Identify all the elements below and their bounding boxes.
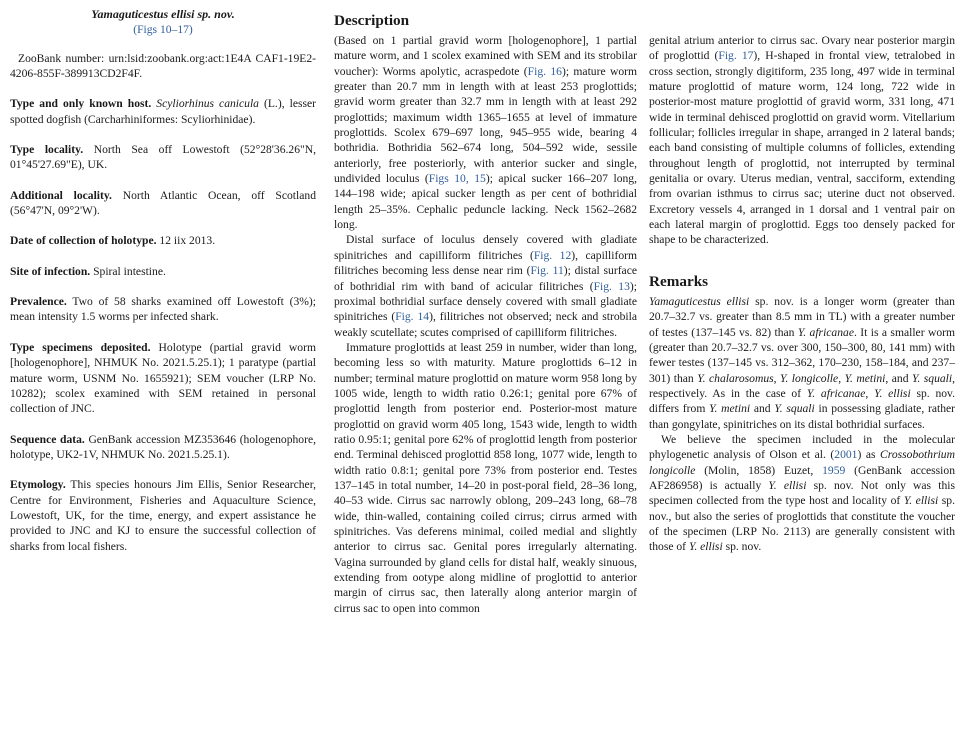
species-name: Y. africanae — [806, 386, 866, 400]
remarks-paragraph-1 — [649, 294, 955, 432]
middle-column — [334, 0, 637, 616]
species-name: Y. longicolle — [780, 371, 839, 385]
figs-link[interactable] — [10, 22, 316, 37]
prevalence-paragraph — [10, 294, 316, 325]
desc-p1-text-c: ); apical sucker 166–207 long, 144–198 wide; apical sucker length as per cent of bothridial length 25–35%. Cephalic peduncle lacking. Neck 1562–2682 long. — [334, 172, 637, 232]
species-name: Y. metini — [844, 371, 886, 385]
desc-p1-text-b: ); mature worm greater than 20.7 mm in length with at least 253 proglottids; gravid worm greater than 32.7 mm in length with at least 292 proglottids; maximum width 1365–1655 at level of immature proglottids. Scolex 679–697 long, 945–955 wide, bearing 4 bothridia. Bothridia 562–674 long, 504–592 wide, sessile anteriorly, free posteriorly, with anterior sucker and single, undivided loculus ( — [334, 64, 637, 186]
species-name: Y. ellisi — [903, 494, 939, 508]
site-infection-paragraph — [10, 264, 316, 279]
type-host-paragraph — [10, 96, 316, 127]
species-name: Y. chalarosomus — [697, 371, 774, 385]
type-host-text: (L.), lesser spotted dogfish (Carcharhiniformes: Scyliorhinidae). — [10, 97, 316, 126]
etymology-text: This species honours Jim Ellis, Senior Researcher, Centre for Environment, Fisheries and Aquaculture Science, Lowestoft, UK, for the time, energy, and expert assistance he provided to JNC and KJ to ensure the successful collection of sharks from local fishers. — [10, 478, 316, 553]
desc-p2-text-d: ); proximal bothridial surface densely covered with small gladiate spinitriches ( — [334, 279, 637, 324]
species-name: Y. squali — [912, 371, 953, 385]
type-specimens-paragraph — [10, 340, 316, 417]
remarks-p1-text-b: . It is a smaller worm (greater than 20.7–32.7 vs. over 300, 150–300, 80, 141 mm) with fewer testes (137–145 vs. 312–362, 170–230, 158–184, and 237–301) than — [649, 325, 955, 385]
remarks-p2-text-e: sp. nov. Not only was this specimen collected from the type host and locality of — [649, 478, 955, 508]
left-column — [10, 0, 316, 554]
prevalence-label: Prevalence. — [10, 295, 67, 309]
remarks-p1-sep: , — [773, 371, 781, 385]
remarks-p1-text-f: , respectively. As in the case of — [649, 371, 956, 400]
remarks-p2-text-f: sp. nov., but also the series of proglottids that constitute the voucher of the specimen (LRP No. 2113) are generally consistent with those of — [649, 494, 955, 554]
fig-16-link[interactable]: Fig. 16 — [527, 64, 562, 78]
remarks-paragraph-2 — [649, 432, 955, 555]
fig-12-link[interactable]: Fig. 12 — [533, 248, 572, 262]
remarks-p2-text-g: sp. nov. — [722, 540, 762, 554]
date-collection-label: Date of collection of holotype. — [10, 234, 157, 248]
zoobank-value: urn:lsid:zoobank.org:act:1E4A CAF1-19E2-4206-855F-389913CD2F4F. — [10, 51, 317, 81]
fig-14-link[interactable]: Fig. 14 — [395, 310, 430, 324]
remarks-p1-sep: , — [865, 386, 875, 400]
type-host-species: Scyliorhinus canicula — [156, 97, 259, 111]
zoobank-paragraph — [10, 51, 316, 82]
right-column — [649, 0, 955, 555]
desc-p2-text-a: Distal surface of loculus densely covered with gladiate spinitriches and capilliform filitriches ( — [334, 233, 637, 262]
additional-locality-label: Additional locality. — [10, 188, 112, 202]
type-locality-paragraph — [10, 142, 316, 173]
additional-locality-paragraph — [10, 188, 316, 219]
species-name: Crossobothrium longicolle — [649, 448, 955, 477]
remarks-p1-text-j: in possessing gladiate, rather than gongylate, spinitriches on its distal bothridial surfaces. — [649, 402, 955, 431]
species-name: Y. ellisi — [688, 540, 723, 554]
figs-10-17-link[interactable]: (Figs 10–17) — [133, 23, 193, 37]
remarks-p2-text-c: (Molin, 1858) Euzet, — [695, 463, 823, 477]
species-name: Y. metini — [709, 402, 751, 416]
species-title: Yamaguticestus ellisi sp. nov. — [91, 7, 235, 21]
fig-13-link[interactable]: Fig. 13 — [593, 279, 630, 293]
species-name: Y. africanae — [797, 325, 854, 339]
species-name: Y. ellisi — [874, 386, 911, 400]
sequence-data-text: GenBank accession MZ353646 (hologenophore, holotype, UK2-1V, NHMUK No. 2021.5.25.1). — [10, 432, 317, 461]
fig-11-link[interactable]: Fig. 11 — [530, 264, 564, 278]
type-specimens-label: Type specimens deposited. — [10, 340, 151, 354]
type-host-label: Type and only known host. — [10, 97, 152, 111]
remarks-p1-text-i: and — [750, 402, 775, 416]
desc-p3c-text-b: ), H-shaped in frontal view, tetralobed in cross section, strongly digitiform, 235 long, 497 wide in terminal mature proglottid of mature worm, 124 long, 722 wide in posterior-most mature proglottid of gravid worm, 331 long, 471 wide in terminal dehisced proglottid on gravid worm. Vitellarium follicular; follicles irregular in shape, arranged in 2 lateral bands; each band consisting of multiple columns of follicles, extending throughout length of proglottid, not interrupted by terminal genitalia or ovary. Uterus median, ventral, sacciform, extending from ovarian isthmus to cirrus sac; uterine duct not observed. Excretory vessels 4, arranged in 1 dorsal and 1 ventral pair on each lateral margin of proglottid. Eggs too densely packed for shape to be characterized. — [649, 49, 955, 247]
type-specimens-text: Holotype (partial gravid worm [hologenophore], NHMUK No. 2021.5.25.1); 1 paratype (partial mature worm, USNM No. 1655921); SEM voucher (LRP No. 10282); scolex examined with SEM retained in personal collection of JNC. — [10, 340, 316, 416]
desc-p2-text-e: ), filitriches not observed; neck and strobila weakly scutellate; scutes comprised of capilliform filitriches. — [334, 310, 637, 339]
remarks-p1-text-e: , and — [885, 371, 912, 385]
species-name: Y. squali — [774, 402, 815, 416]
figs-10-15-link[interactable]: Figs 10, 15 — [428, 172, 486, 186]
desc-p2-text-b: ), capilliform filitriches becoming less dense near rim ( — [334, 248, 637, 278]
species-name: Yamaguticestus ellisi — [649, 294, 750, 308]
etymology-label: Etymology. — [10, 478, 66, 492]
description-paragraph-1 — [334, 33, 637, 232]
remarks-p1-sep: , — [838, 371, 845, 385]
desc-p1-text-a: (Based on 1 partial gravid worm [hologenophore], 1 partial mature worm, and 1 scolex examined with SEM and its strobilar voucher): Worms apolytic, acraspedote ( — [334, 34, 637, 78]
remarks-p2-text-b: ) as — [857, 448, 881, 462]
type-locality-label: Type locality. — [10, 143, 84, 157]
description-paragraph-2 — [334, 232, 637, 339]
desc-p3c-text-a: genital atrium anterior to cirrus sac. Ovary near posterior margin of proglottid ( — [649, 34, 955, 63]
prevalence-text: Two of 58 sharks examined off Lowestoft (3%); mean intensity 1.5 worms per infected shark. — [10, 295, 316, 324]
etymology-paragraph — [10, 477, 316, 554]
description-paragraph-3: Immature proglottids at least 259 in number, wider than long, becoming less so with maturity. Mature proglottids 6–12 in number; terminal mature proglottid on mature worm 958 long by 1005 wide, length to width ratio 0.26:1; genital pore 67% of proglottid length from posterior end. Posterior-most mature proglottid on gravid worm 405 long, 1543 wide, length to width ratio 0.95:1; genital pore 62% of proglottid length from posterior end. Terminal dehisced proglottid 858 long, 1077 wide, length to width ratio 0.8:1; genital pore 73% from posterior end. Testes 137–145 in total number, 14–20 in post-poral field, 28–36 long, 40–53 wide. Cirrus sac narrowly oblong, 209–243 long, 68–78 wide, thin-walled, containing coiled cirrus; cirrus armed with spinitriches. Vas deferens minimal, coiled medial and slightly anterior to cirrus sac. Genital pores irregularly alternating. Vagina surrounded by gland cells for distal half, weakly sinuous, extending from ootype along midline of proglottid to anterior margin of cirrus sac, then laterally along anterior margin of cirrus sac to open into common — [334, 340, 637, 615]
sequence-data-label: Sequence data. — [10, 432, 85, 446]
remarks-p1-text-h: sp. nov. differs from — [649, 386, 955, 416]
zoobank-label: ZooBank number: — [18, 51, 105, 65]
euzet-1959-link[interactable]: 1959 — [822, 463, 846, 477]
description-paragraph-3-continued — [649, 33, 955, 248]
sequence-data-paragraph — [10, 432, 316, 463]
date-collection-paragraph — [10, 233, 316, 248]
additional-locality-text: North Atlantic Ocean, off Scotland (56°47'N, 09°2'W). — [10, 188, 316, 218]
description-heading: Description — [334, 12, 410, 29]
remarks-p1-text-a: sp. nov. is a longer worm (greater than 20.7–32.7 vs. greater than 8.5 mm in TL) with a greater number of testes (137–145 vs. 82) than — [649, 294, 955, 339]
type-locality-text: North Sea off Lowestoft (52°28'36.26"N, 01°45'27.69"E), UK. — [10, 143, 316, 172]
desc-p2-text-c: ); distal surface of bothridial rim with band of acicular filitriches ( — [334, 264, 637, 293]
date-collection-text: 12 iix 2013. — [156, 234, 216, 248]
remarks-p2-text-a: We believe the specimen included in the molecular phylogenetic analysis of Olson et al. ( — [649, 432, 955, 462]
remarks-heading: Remarks — [649, 272, 709, 290]
olson-2001-link[interactable]: 2001 — [834, 448, 858, 462]
species-name: Y. ellisi — [768, 478, 807, 492]
remarks-p2-text-d: (GenBank accession AF286958) is actually — [649, 463, 955, 492]
site-infection-label: Site of infection. — [10, 264, 91, 278]
fig-17-link[interactable]: Fig. 17 — [718, 49, 754, 63]
site-infection-text: Spiral intestine. — [90, 264, 166, 278]
